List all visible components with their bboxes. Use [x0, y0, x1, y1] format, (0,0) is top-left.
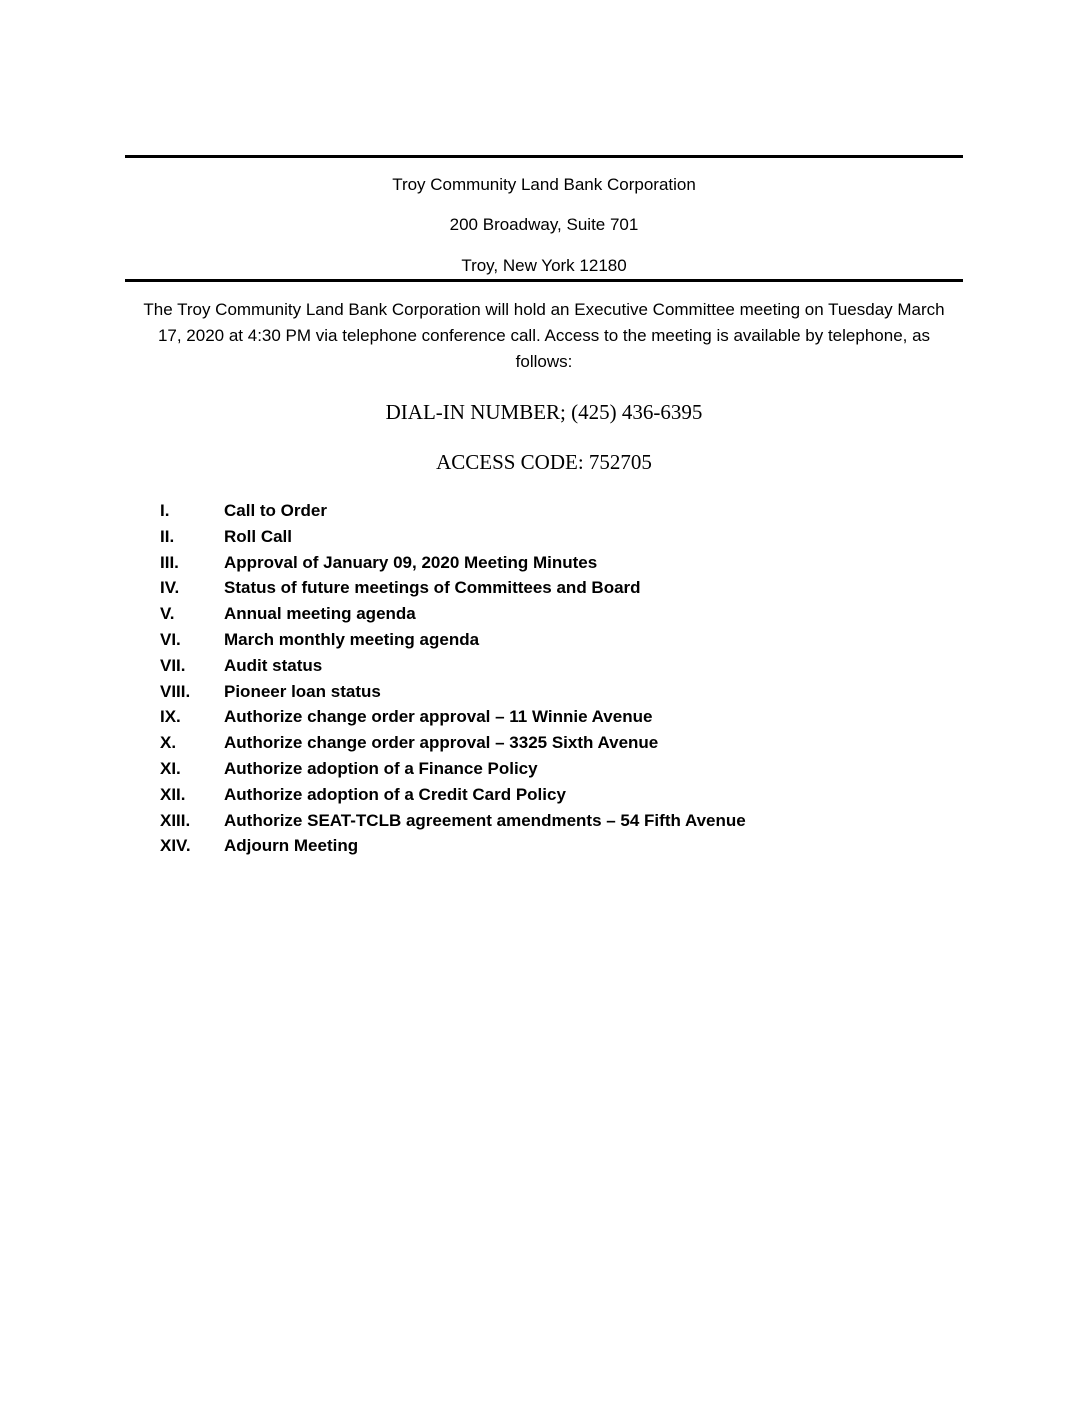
agenda-item-number: XI. [160, 758, 181, 778]
agenda-item [160, 730, 746, 756]
agenda-item-number: XIII. [160, 810, 191, 830]
agenda-item-text: Pioneer loan status [224, 681, 381, 701]
agenda-item-number: II. [160, 526, 175, 546]
access-code: ACCESS CODE: 752705 [436, 450, 652, 474]
agenda-item-number: XIV. [160, 836, 191, 856]
agenda-item-text: Annual meeting agenda [224, 604, 416, 624]
agenda-item-number: XII. [160, 784, 186, 804]
agenda-item-text: Audit status [224, 655, 323, 675]
agenda-item [160, 601, 746, 627]
dial-in-number: DIAL-IN NUMBER; (425) 436-6395 [385, 400, 703, 424]
agenda-item-text: Authorize adoption of a Finance Policy [224, 758, 538, 778]
organization-address: 200 Broadway, Suite 701 [449, 215, 639, 234]
agenda-item [160, 550, 746, 576]
agenda-item [160, 524, 746, 550]
agenda-item-number: V. [160, 604, 175, 624]
agenda-item [160, 498, 746, 524]
agenda-item [160, 756, 746, 782]
agenda-item-text: Authorize adoption of a Credit Card Policy [224, 784, 566, 804]
agenda-item [160, 782, 746, 808]
agenda-item-number: X. [160, 733, 177, 753]
agenda-item [160, 704, 746, 730]
agenda-item-text: Authorize change order approval – 11 Winnie Avenue [224, 707, 653, 727]
agenda-item-number: I. [160, 501, 170, 520]
agenda-item-number: III. [160, 552, 179, 572]
agenda-item-text: March monthly meeting agenda [224, 629, 480, 649]
organization-city: Troy, New York 12180 [461, 256, 627, 275]
agenda-item [160, 653, 746, 679]
agenda-item-text: Authorize SEAT-TCLB agreement amendments – 54 Fifth Avenue [224, 810, 746, 830]
agenda-item-number: VII. [160, 655, 186, 675]
agenda-item [160, 679, 746, 705]
agenda-item-text: Approval of January 09, 2020 Meeting Minutes [224, 552, 598, 572]
organization-name: Troy Community Land Bank Corporation [392, 175, 696, 194]
agenda-item [160, 833, 746, 859]
agenda-item-number: VI. [160, 629, 181, 649]
agenda-item-text: Authorize change order approval – 3325 Sixth Avenue [224, 733, 659, 753]
agenda-item [160, 575, 746, 601]
agenda-item-number: IX. [160, 707, 181, 727]
header-bottom-rule [125, 279, 963, 282]
agenda-item [160, 808, 746, 834]
agenda-item-text: Status of future meetings of Committees and Board [224, 578, 641, 598]
agenda-item [160, 627, 746, 653]
agenda-item-number: VIII. [160, 681, 191, 701]
agenda-item-text: Call to Order [224, 501, 327, 520]
agenda-item-number: IV. [160, 578, 180, 598]
meeting-notice-paragraph: The Troy Community Land Bank Corporation will hold an Executive Committee meeting on Tuesday March 17, 2020 at 4:30 PM via telephone conference call. Access to the meeting is available by telephone, as follows: [143, 300, 945, 371]
agenda-item-text: Adjourn Meeting [224, 836, 359, 856]
agenda-item-text: Roll Call [224, 526, 293, 546]
header-top-rule [125, 155, 963, 158]
agenda-list [160, 498, 746, 859]
